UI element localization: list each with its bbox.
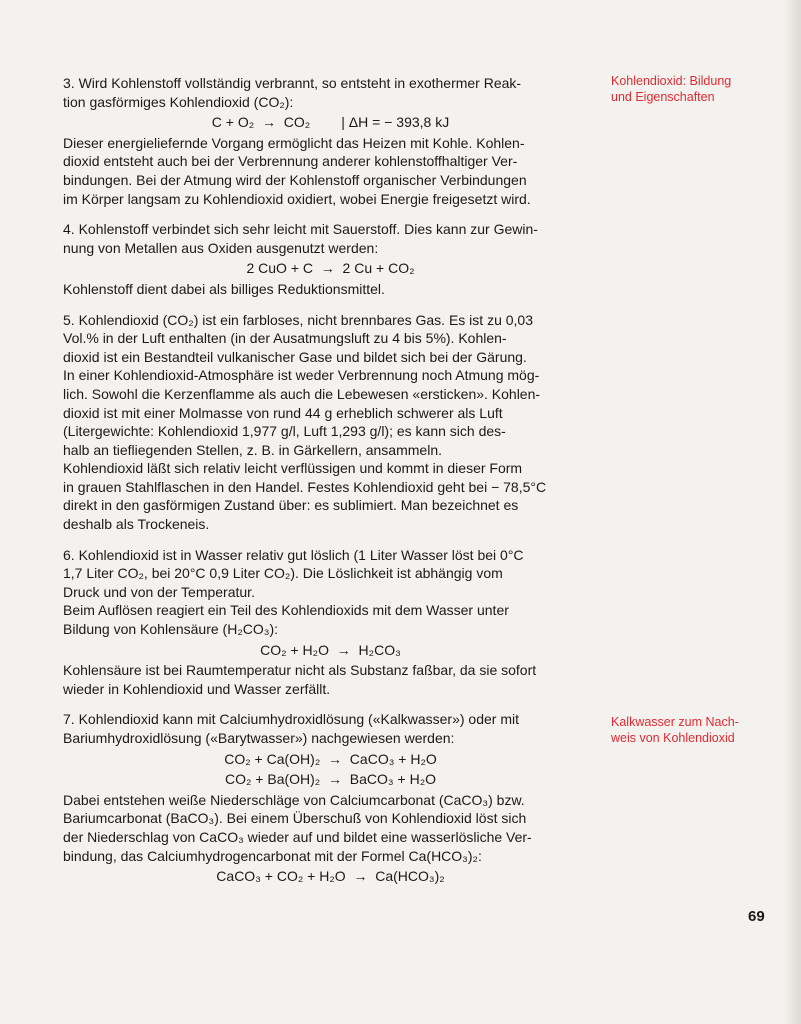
text-line: 4. Kohlenstoff verbindet sich sehr leicht mit Sauerstoff. Dies kann zur Gewin- bbox=[63, 221, 538, 238]
equation-barytwater: CO₂ + Ba(OH)₂ → BaCO₃ + H₂O bbox=[224, 771, 437, 788]
text-line: wieder in Kohlendioxid und Wasser zerfällt. bbox=[63, 680, 331, 697]
page-number: 69 bbox=[748, 908, 765, 925]
margin-note-limewater bbox=[611, 715, 761, 746]
equation-combustion: C + O₂ → CO₂ | ΔH = − 393,8 kJ bbox=[211, 114, 450, 131]
text-line: In einer Kohlendioxid-Atmosphäre ist weder Verbrennung noch Atmung mög- bbox=[63, 367, 540, 384]
equation-limewater: CO₂ + Ca(OH)₂ → CaCO₃ + H₂O bbox=[224, 750, 437, 767]
text-line: 5. Kohlendioxid (CO₂) ist ein farbloses, nicht brennbares Gas. Es ist zu 0,03 bbox=[63, 311, 533, 328]
equation-hydrogencarbonate: CaCO₃ + CO₂ + H₂O → Ca(HCO₃)₂ bbox=[216, 868, 445, 885]
text-line: der Niederschlag von CaCO₃ wieder auf und bildet eine wasserlösliche Ver- bbox=[63, 828, 532, 845]
text-line: tion gasförmiges Kohlendioxid (CO₂): bbox=[63, 93, 294, 110]
text-line: 7. Kohlendioxid kann mit Calciumhydroxidlösung («Kalkwasser») oder mit bbox=[63, 711, 519, 728]
main-text bbox=[63, 74, 598, 898]
text-line: Kohlendioxid läßt sich relativ leicht verflüssigen und kommt in dieser Form bbox=[63, 460, 523, 477]
text-line: Vol.% in der Luft enthalten (in der Ausatmungsluft zu 4 bis 5%). Kohlen- bbox=[63, 330, 507, 347]
text-line: direkt in den gasförmigen Zustand über: es sublimiert. Man bezeichnet es bbox=[63, 497, 519, 514]
text-line: deshalb als Trockeneis. bbox=[63, 516, 210, 533]
text-line: Beim Auflösen reagiert ein Teil des Kohlendioxids mit dem Wasser unter bbox=[63, 602, 509, 619]
text-line: 6. Kohlendioxid ist in Wasser relativ gut löslich (1 Liter Wasser löst bei 0°C bbox=[63, 546, 524, 563]
text-line: nung von Metallen aus Oxiden ausgenutzt werden: bbox=[63, 239, 379, 256]
equation-carbonic-acid: CO₂ + H₂O → H₂CO₃ bbox=[260, 641, 401, 658]
section-4 bbox=[63, 220, 598, 298]
text-line: bindungen. Bei der Atmung wird der Kohlenstoff organischer Verbindungen bbox=[63, 171, 527, 188]
text-line: Druck und von der Temperatur. bbox=[63, 583, 255, 600]
text-line: 1,7 Liter CO₂, bei 20°C 0,9 Liter CO₂). Die Löslichkeit ist abhängig vom bbox=[63, 565, 503, 582]
margin-note-line: Kalkwasser zum Nach- bbox=[611, 715, 739, 729]
equation-reduction: 2 CuO + C → 2 Cu + CO₂ bbox=[246, 260, 415, 277]
text-line: Bariumcarbonat (BaCO₃). Bei einem Überschuß von Kohlendioxid löst sich bbox=[63, 810, 527, 827]
text-line: Kohlensäure ist bei Raumtemperatur nicht als Substanz faßbar, da sie sofort bbox=[63, 662, 537, 679]
text-line: bindung, das Calciumhydrogencarbonat mit der Formel Ca(HCO₃)₂: bbox=[63, 847, 482, 864]
text-line: Bariumhydroxidlösung («Barytwasser») nachgewiesen werden: bbox=[63, 730, 455, 746]
text-line: (Litergewichte: Kohlendioxid 1,977 g/l, Luft 1,293 g/l); es kann sich des- bbox=[63, 423, 506, 440]
margin-note-line: und Eigenschaften bbox=[611, 89, 715, 104]
margin-note-co2-formation bbox=[611, 74, 761, 105]
text-line: dioxid ist ein Bestandteil vulkanischer Gase und bildet sich bei der Gärung. bbox=[63, 348, 527, 365]
text-line: halb an tiefliegenden Stellen, z. B. in Gärkellern, ansammeln. bbox=[63, 441, 442, 458]
margin-note-line: Kohlendioxid: Bildung bbox=[611, 74, 732, 88]
text-line: Dabei entstehen weiße Niederschläge von Calciumcarbonat (CaCO₃) bzw. bbox=[63, 791, 525, 808]
text-line: im Körper langsam zu Kohlendioxid oxidiert, wobei Energie freigesetzt wird. bbox=[63, 190, 531, 207]
page-edge-shadow bbox=[783, 0, 801, 1024]
text-line: Dieser energieliefernde Vorgang ermöglicht das Heizen mit Kohle. Kohlen- bbox=[63, 134, 525, 151]
margin-note-line: weis von Kohlendioxid bbox=[611, 730, 735, 745]
text-line: dioxid entsteht auch bei der Verbrennung anderer kohlenstoffhaltiger Ver- bbox=[63, 153, 518, 170]
section-7 bbox=[63, 710, 598, 885]
text-line: Bildung von Kohlensäure (H₂CO₃): bbox=[63, 621, 279, 638]
section-5 bbox=[63, 311, 598, 534]
text-line: 3. Wird Kohlenstoff vollständig verbrannt, so entsteht in exothermer Reak- bbox=[63, 75, 522, 91]
text-line: dioxid ist mit einer Molmasse von rund 44 g erheblich schwerer als Luft bbox=[63, 404, 503, 421]
text-line: lich. Sowohl die Kerzenflamme als auch die Lebewesen «ersticken». Kohlen- bbox=[63, 385, 541, 402]
section-6 bbox=[63, 546, 598, 699]
section-3 bbox=[63, 74, 598, 208]
text-line: in grauen Stahlflaschen in den Handel. Festes Kohlendioxid geht bei − 78,5°C bbox=[63, 478, 547, 495]
text-line: Kohlenstoff dient dabei als billiges Reduktionsmittel. bbox=[63, 280, 385, 297]
